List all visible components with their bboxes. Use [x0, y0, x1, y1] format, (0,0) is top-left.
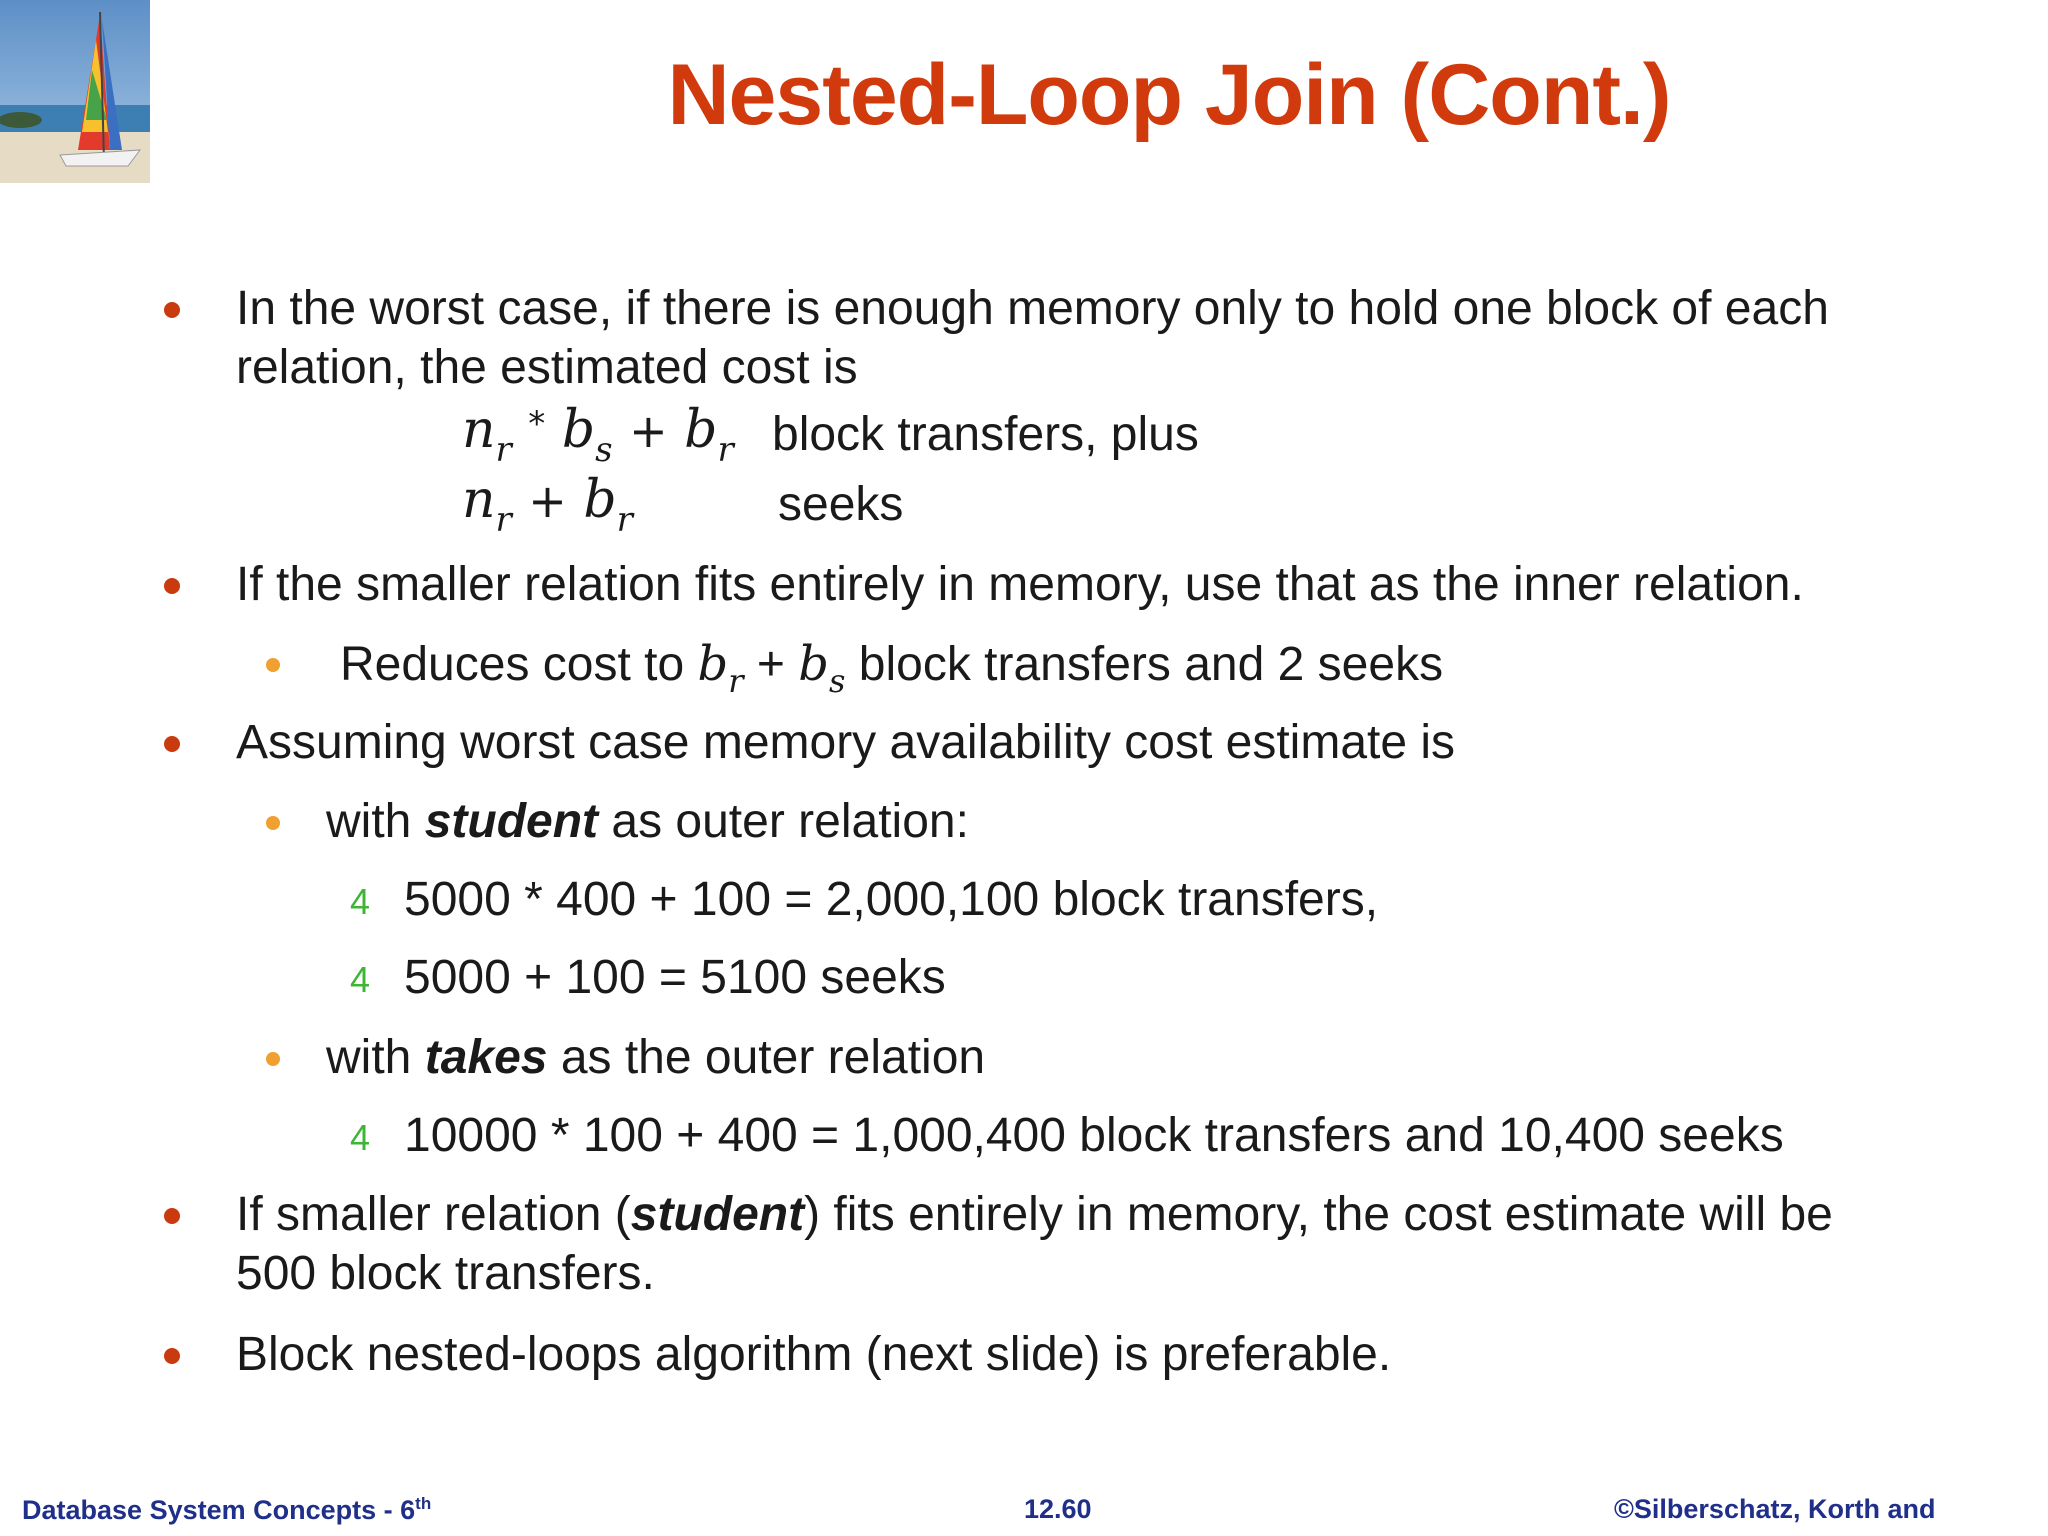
bullet-2-sub: Reduces cost to $b_r + b_s$ block transfers and 2 seeks: [340, 636, 1444, 700]
bullet-dot: [164, 302, 180, 318]
bullet-1-line-2: relation, the estimated cost is: [236, 341, 858, 394]
bullet-dot: [164, 578, 180, 594]
bullet-dot: [164, 736, 180, 752]
footer-left-sup: th: [415, 1494, 432, 1513]
emphasis-student: student: [630, 1188, 805, 1241]
emphasis-takes: takes: [424, 1031, 548, 1084]
bullet-3-sub-1-item-2: 5000 + 100 = 5100 seeks: [404, 951, 946, 1004]
bullet-4-line-2: 500 block transfers.: [236, 1247, 655, 1300]
footer-left: [22, 1494, 431, 1526]
formula-inline: $b_r$: [697, 636, 744, 700]
bullet-3-text: Assuming worst case memory availability cost estimate is: [236, 716, 1456, 769]
formula-block-transfers: $n_r$ * $b_s + b_r$: [462, 400, 734, 470]
bullet-2-sub-pre: Reduces cost to: [340, 638, 685, 691]
emphasis-student: student: [424, 795, 599, 848]
sub-bullet-dot: [266, 658, 280, 672]
formula-2-label: seeks: [778, 478, 904, 531]
slide-footer: [0, 1466, 2048, 1536]
bullet-3-sub-2: [326, 1031, 986, 1084]
bullet-3-sub-2-item-1: 10000 * 100 + 400 = 1,000,400 block transfers and 10,400 seeks: [404, 1109, 1784, 1162]
formula-1-label: block transfers, plus: [772, 408, 1199, 461]
text: If smaller relation (: [236, 1188, 631, 1241]
text: as outer relation:: [611, 795, 969, 848]
bullet-4-line-1: [236, 1188, 1833, 1241]
sub-bullet-dot: [266, 1052, 280, 1066]
green-bullet-icon: 4: [350, 881, 371, 922]
green-bullet-icon: 4: [350, 1117, 371, 1158]
bullet-dot: [164, 1208, 180, 1224]
bullet-2-sub-post: block transfers and 2 seeks: [858, 638, 1444, 691]
text: with: [326, 1031, 412, 1084]
text: with: [326, 795, 412, 848]
green-bullet-icon: 4: [350, 959, 371, 1000]
formula-inline: $b_s$: [798, 636, 846, 700]
bullet-1-line-1: In the worst case, if there is enough memory only to hold one block of each: [236, 282, 1829, 335]
bullet-3-sub-1: [326, 795, 969, 848]
bullet-5-text: Block nested-loops algorithm (next slide) is preferable.: [236, 1328, 1392, 1381]
formula-seeks: $n_r + b_r$: [462, 470, 633, 540]
text: ) fits entirely in memory, the cost estimate will be: [804, 1188, 1833, 1241]
sub-bullet-dot: [266, 816, 280, 830]
slide-title: Nested-Loop Join (Cont.): [667, 47, 1671, 143]
footer-page-number: 12.60: [1024, 1494, 1092, 1524]
bullet-3-sub-1-item-1: 5000 * 400 + 100 = 2,000,100 block transfers,: [404, 873, 1379, 926]
footer-right: ©Silberschatz, Korth and: [1614, 1494, 1936, 1524]
footer-left-text: Database System Concepts - 6: [22, 1495, 416, 1525]
text: as the outer relation: [560, 1031, 986, 1084]
bullet-dot: [164, 1348, 180, 1364]
bullet-2-text: If the smaller relation fits entirely in memory, use that as the inner relation.: [236, 558, 1804, 611]
